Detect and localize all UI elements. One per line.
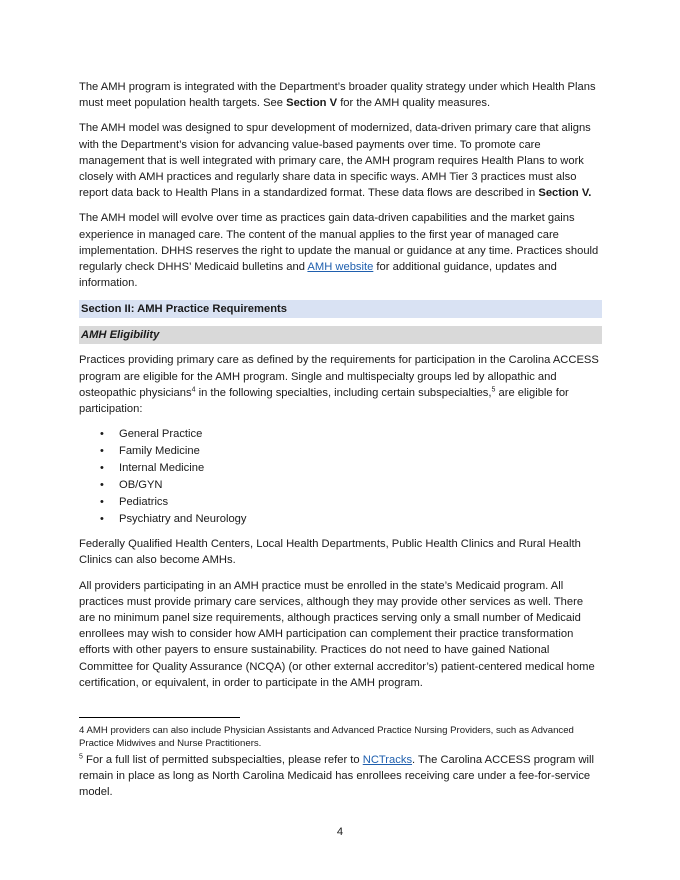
- section-reference: Section V: [286, 97, 338, 110]
- paragraph-health-centers: Federally Qualified Health Centers, Local Health Departments, Public Health Clinics and Rural Health Clinics can also become AMHs.: [79, 538, 581, 567]
- paragraph-quality-strategy: [79, 79, 602, 111]
- bullet-icon: •: [100, 479, 104, 492]
- list-item: [79, 426, 602, 443]
- bullet-icon: •: [100, 445, 104, 458]
- bullet-icon: •: [100, 462, 104, 475]
- paragraph-model-evolution: [79, 210, 602, 291]
- bullet-icon: •: [100, 428, 104, 441]
- text: For a full list of permitted subspecialties, please refer to: [82, 754, 363, 766]
- amh-website-link[interactable]: AMH website: [307, 261, 374, 274]
- text: The AMH model will evolve over time as practices gain data-driven capabilities and the market gains experience in managed care. The content of the manual applies to the first year of managed care implementation. DHHS reserves the right to update the manual or guidance at any time. Practices should regularly check DHHS’ Medicaid bulletins and: [79, 212, 599, 274]
- list-item-text: Pediatrics: [119, 496, 169, 509]
- nctracks-link[interactable]: NCTracks: [362, 754, 413, 766]
- sub-heading: AMH Eligibility: [79, 326, 602, 344]
- list-item: [79, 511, 602, 528]
- text: in the following specialties, including certain subspecialties,: [195, 386, 492, 399]
- paragraph-eligibility: [79, 352, 602, 417]
- text: for the AMH quality measures.: [337, 97, 491, 110]
- footnote-4: 4 AMH providers can also include Physician Assistants and Advanced Practice Nursing Providers, such as Advanced Practice Midwives and Nurse Practitioners.: [79, 725, 574, 750]
- list-item-text: Psychiatry and Neurology: [119, 513, 247, 526]
- list-item-text: Family Medicine: [119, 445, 200, 458]
- list-item: [79, 443, 602, 460]
- text: The AMH program is integrated with the Department’s broader quality strategy under which Health Plans must meet population health targets. See: [79, 81, 596, 110]
- list-item-text: OB/GYN: [119, 479, 163, 492]
- section-heading: Section II: AMH Practice Requirements: [79, 300, 602, 318]
- paragraph-amh-model: [79, 120, 602, 201]
- text: Practices providing primary care as defined by the requirements for participation in the Carolina ACCESS program are eligible for the AMH program. Single and multispecialty groups led by allopathic and osteopathic physicians: [79, 354, 599, 399]
- footnote-ref-4: 4: [191, 386, 196, 394]
- footnote-5: [79, 752, 602, 801]
- section-reference: Section V.: [538, 187, 592, 200]
- footnote-number: 5: [79, 753, 83, 761]
- specialty-list: [79, 426, 602, 528]
- footnote-ref-5: 5: [491, 386, 496, 394]
- page-number: 4: [336, 826, 344, 838]
- text: are eligible for participation:: [79, 386, 569, 416]
- list-item-text: General Practice: [119, 428, 203, 441]
- list-item-text: Internal Medicine: [119, 462, 205, 475]
- list-item: [79, 477, 602, 494]
- bullet-icon: •: [100, 496, 104, 509]
- text: The AMH model was designed to spur development of modernized, data-driven primary care that aligns with the Department’s vision for advancing value-based payments over time. To promote care management that is well integrated with primary care, the AMH program requires Health Plans to work closely with AMH practices and regularly share data in specific ways. AMH Tier 3 practices must also report data back to Health Plans in a standardized format. These data flows are described in: [79, 122, 591, 200]
- footnote-separator: [79, 717, 240, 718]
- list-item: [79, 494, 602, 511]
- paragraph-provider-requirements: All providers participating in an AMH practice must be enrolled in the state’s Medicaid program. All practices must provide primary care services, although they may provide other services as well. There are no minimum panel size requirements, although practices serving only a small number of Medicaid enrollees may wish to consider how AMH participation can complement their practice transformation efforts with other payers to ensure sustainability. Practices do not need to have gained National Committee for Quality Assurance (NCQA) (or other external accreditor’s) patient-centered medical home certification, or equivalent, in order to participate in the AMH program.: [79, 579, 595, 689]
- list-item: [79, 460, 602, 477]
- text: . The Carolina ACCESS program will remain in place as long as North Carolina Medicaid has enrollees receiving care under a fee-for-service model.: [79, 754, 595, 799]
- bullet-icon: •: [100, 513, 104, 526]
- text: for additional guidance, updates and information.: [79, 261, 557, 290]
- document-body: [79, 79, 602, 700]
